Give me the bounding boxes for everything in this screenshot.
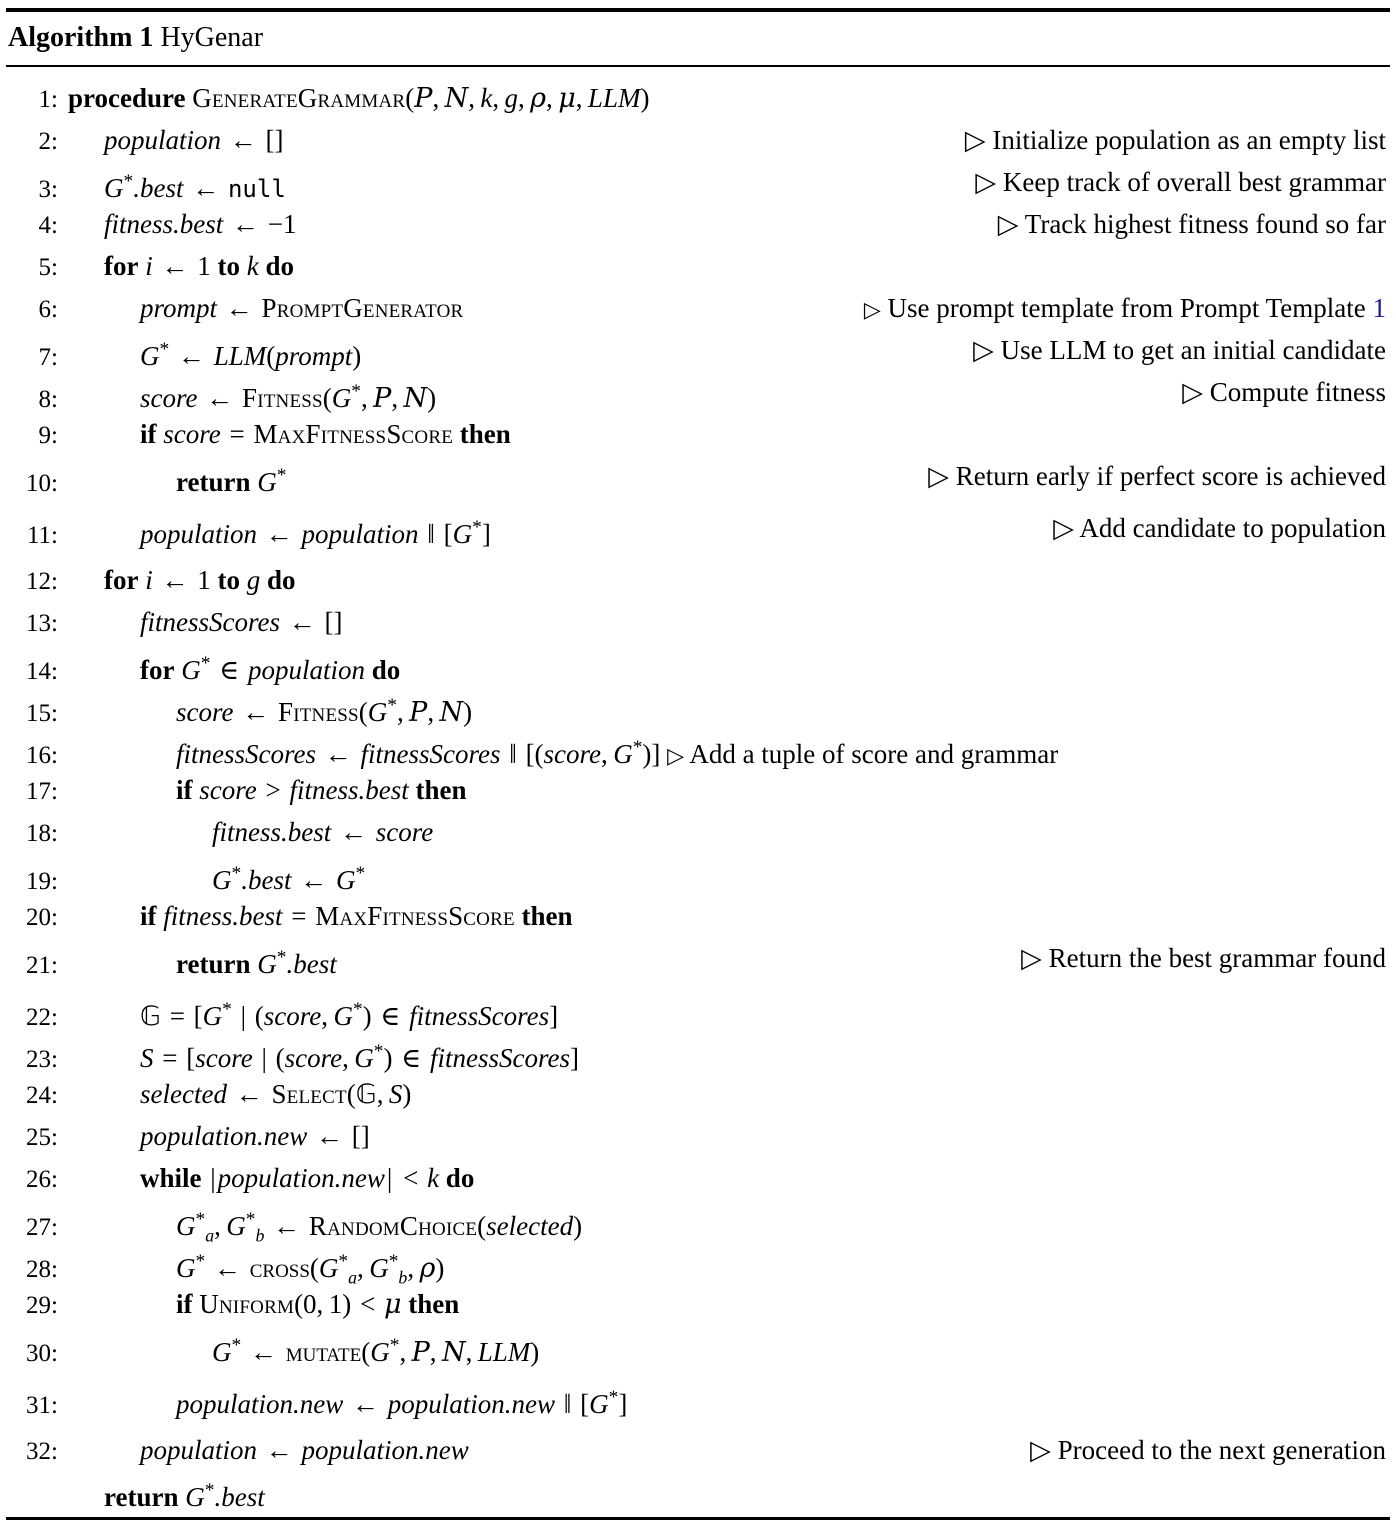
- line-comment: ▷ Return the best grammar found: [1021, 942, 1386, 973]
- line-code: for i ← 1 to k do: [104, 250, 295, 281]
- line-number: 7:: [38, 343, 58, 371]
- line-code: G*.best ← null ▷ Keep track of overall best grammar: [68, 161, 1390, 210]
- algorithm-line: [6, 1157, 1390, 1199]
- line-number: 25:: [26, 1123, 58, 1151]
- line-number: 15:: [26, 699, 58, 727]
- algorithm-line: [6, 161, 1390, 203]
- line-comment: ▷ Proceed to the next generation: [1030, 1434, 1386, 1465]
- line-number: 14:: [26, 657, 58, 685]
- algorithm-line: [6, 685, 1390, 727]
- line-number: 19:: [26, 867, 58, 895]
- line-number: 8:: [38, 385, 58, 413]
- line-number: 32:: [26, 1437, 58, 1465]
- line-number: 16:: [26, 741, 58, 769]
- line-code: G* ← $cross(G^*_a$, $G^*_b$, ρ): [176, 1250, 445, 1287]
- line-number: 18:: [26, 819, 58, 847]
- line-code: S = [score | (score, G*) ∈ fitnessScores]: [140, 1040, 579, 1073]
- algorithm-line: [6, 643, 1390, 685]
- line-code: return G* ▷ Return early if perfect score is achieved: [68, 455, 1390, 503]
- algorithm-line: [6, 329, 1390, 371]
- line-number: 27:: [26, 1213, 58, 1241]
- algorithm-line: [6, 727, 1390, 769]
- line-comment: ▷ Track highest fitness found so far: [997, 208, 1386, 239]
- line-code: if score > fitness.best then: [176, 774, 467, 805]
- line-number: 6:: [38, 295, 58, 323]
- algorithm-title: [6, 12, 1390, 65]
- line-number: 9:: [38, 421, 58, 449]
- line-number: 12:: [26, 567, 58, 595]
- line-number: 21:: [26, 951, 58, 979]
- line-code: return G*.best: [104, 1479, 265, 1512]
- algorithm-line: [6, 1283, 1390, 1325]
- line-code: while |population.new| < k do: [140, 1162, 475, 1193]
- line-code: procedure GenerateGrammar(P, N, k, g, ρ, μ, LLM): [68, 82, 650, 114]
- line-code: fitnessScores ← fitnessScores ‖ [(score, G*)] ▷ Add a tuple of score and grammar: [176, 736, 1059, 769]
- algorithm-name: HyGenar: [160, 22, 264, 53]
- line-code: population ← [] ▷ Initialize population as an empty list: [68, 119, 1390, 161]
- line-code: fitness.best ← score: [212, 816, 434, 847]
- line-code: selected ← Select(𝔾, S): [140, 1078, 412, 1110]
- algorithm-line: [6, 989, 1390, 1031]
- line-number: 10:: [26, 469, 58, 497]
- line-comment: ▷ Compute fitness: [1182, 376, 1386, 407]
- algorithm-line: [6, 1031, 1390, 1073]
- algorithm-line: [6, 203, 1390, 245]
- algorithm-line: [6, 119, 1390, 161]
- algorithm-line: [6, 455, 1390, 497]
- algorithm-block: [0, 8, 1396, 1520]
- line-code: return G*.best ▷ Return the best grammar found: [68, 937, 1390, 985]
- line-code: for G* ∈ population do: [140, 652, 401, 685]
- line-code: population.new ← []: [140, 1120, 370, 1151]
- algorithm-line: [6, 1429, 1390, 1471]
- line-comment: ▷ Use LLM to get an initial candidate: [973, 334, 1386, 365]
- line-code: population ← population.new ▷ Proceed to the next generation: [68, 1429, 1390, 1471]
- line-code: G* ← mutate(G*, P, N, LLM): [212, 1334, 540, 1368]
- line-number: 30:: [26, 1339, 58, 1367]
- line-code: fitness.best ← −1 ▷ Track highest fitness found so far: [68, 203, 1390, 245]
- line-code: score ← Fitness(G*, P, N): [176, 694, 473, 728]
- algorithm-body: [6, 67, 1390, 1511]
- algorithm-line: [6, 769, 1390, 811]
- line-number: 28:: [26, 1255, 58, 1283]
- line-code: G* ← LLM(prompt) ▷ Use LLM to get an initial candidate: [68, 329, 1390, 377]
- algorithm-line: [6, 287, 1390, 329]
- line-number: 22:: [26, 1003, 58, 1031]
- algorithm-line: [6, 1325, 1390, 1367]
- algorithm-line: [6, 371, 1390, 413]
- algorithm-line: [6, 1199, 1390, 1245]
- prompt-template-link[interactable]: 1: [1372, 292, 1386, 323]
- line-comment: ▷ Initialize population as an empty list: [964, 124, 1386, 155]
- line-number: 26:: [26, 1165, 58, 1193]
- return-keyword: return: [104, 1481, 179, 1512]
- algorithm-line: [6, 853, 1390, 895]
- line-code: 𝔾 = [G* | (score, G*) ∈ fitnessScores]: [140, 998, 559, 1032]
- line-number: 5:: [38, 253, 58, 281]
- line-comment: ▷ Return early if perfect score is achieved: [928, 460, 1386, 491]
- algorithm-line: [6, 77, 1390, 119]
- algorithm-line: [6, 507, 1390, 549]
- algorithm-line: [6, 1377, 1390, 1419]
- algorithm-line: [6, 811, 1390, 853]
- line-number: 23:: [26, 1045, 58, 1073]
- line-code: G*.best ← G*: [212, 862, 366, 895]
- line-number: 20:: [26, 903, 58, 931]
- line-code: if Uniform(0, 1) < μ then: [176, 1288, 460, 1320]
- line-code: population ← population ‖ [G*] ▷ Add candidate to population: [68, 507, 1390, 555]
- line-code: for i ← 1 to g do: [104, 564, 296, 595]
- algorithm-line: [6, 937, 1390, 979]
- line-number: 1:: [38, 85, 58, 113]
- line-code: fitnessScores ← []: [140, 606, 343, 637]
- algorithm-line: [6, 245, 1390, 287]
- algorithm-line: [6, 559, 1390, 601]
- line-number: 4:: [38, 211, 58, 239]
- line-number: 13:: [26, 609, 58, 637]
- algorithm-line: [6, 1115, 1390, 1157]
- algorithm-final-return: [6, 1471, 1390, 1511]
- line-code: if score = MaxFitnessScore then: [140, 418, 511, 449]
- line-code: if fitness.best = MaxFitnessScore then: [140, 900, 573, 931]
- line-code: $G^*_a$, $G^*_b$ ← RandomChoice(selected): [176, 1208, 583, 1245]
- line-number: 24:: [26, 1081, 58, 1109]
- line-number: 11:: [26, 521, 58, 549]
- line-code: score ← Fitness(G*, P, N) ▷ Compute fitness: [68, 371, 1390, 420]
- algorithm-line: [6, 895, 1390, 937]
- line-number: 3:: [38, 175, 58, 203]
- algorithm-line: [6, 1241, 1390, 1287]
- line-number: 2:: [38, 127, 58, 155]
- line-number: 17:: [26, 777, 58, 805]
- algorithm-line: [6, 601, 1390, 643]
- algorithm-line: [6, 1073, 1390, 1115]
- bottom-rule: [6, 1517, 1390, 1520]
- line-comment: ▷ Keep track of overall best grammar: [975, 166, 1386, 197]
- algorithm-label: Algorithm 1: [8, 22, 154, 53]
- line-number: 31:: [26, 1391, 58, 1419]
- line-code: prompt ← PromptGenerator ▷ Use prompt template from Prompt Template 1: [68, 287, 1390, 329]
- line-comment: ▷ Use prompt template from Prompt Template 1: [863, 292, 1386, 323]
- line-comment: ▷ Add candidate to population: [1053, 512, 1386, 543]
- line-number: 29:: [26, 1291, 58, 1319]
- line-code: population.new ← population.new ‖ [G*]: [176, 1386, 628, 1419]
- algorithm-line: [6, 413, 1390, 455]
